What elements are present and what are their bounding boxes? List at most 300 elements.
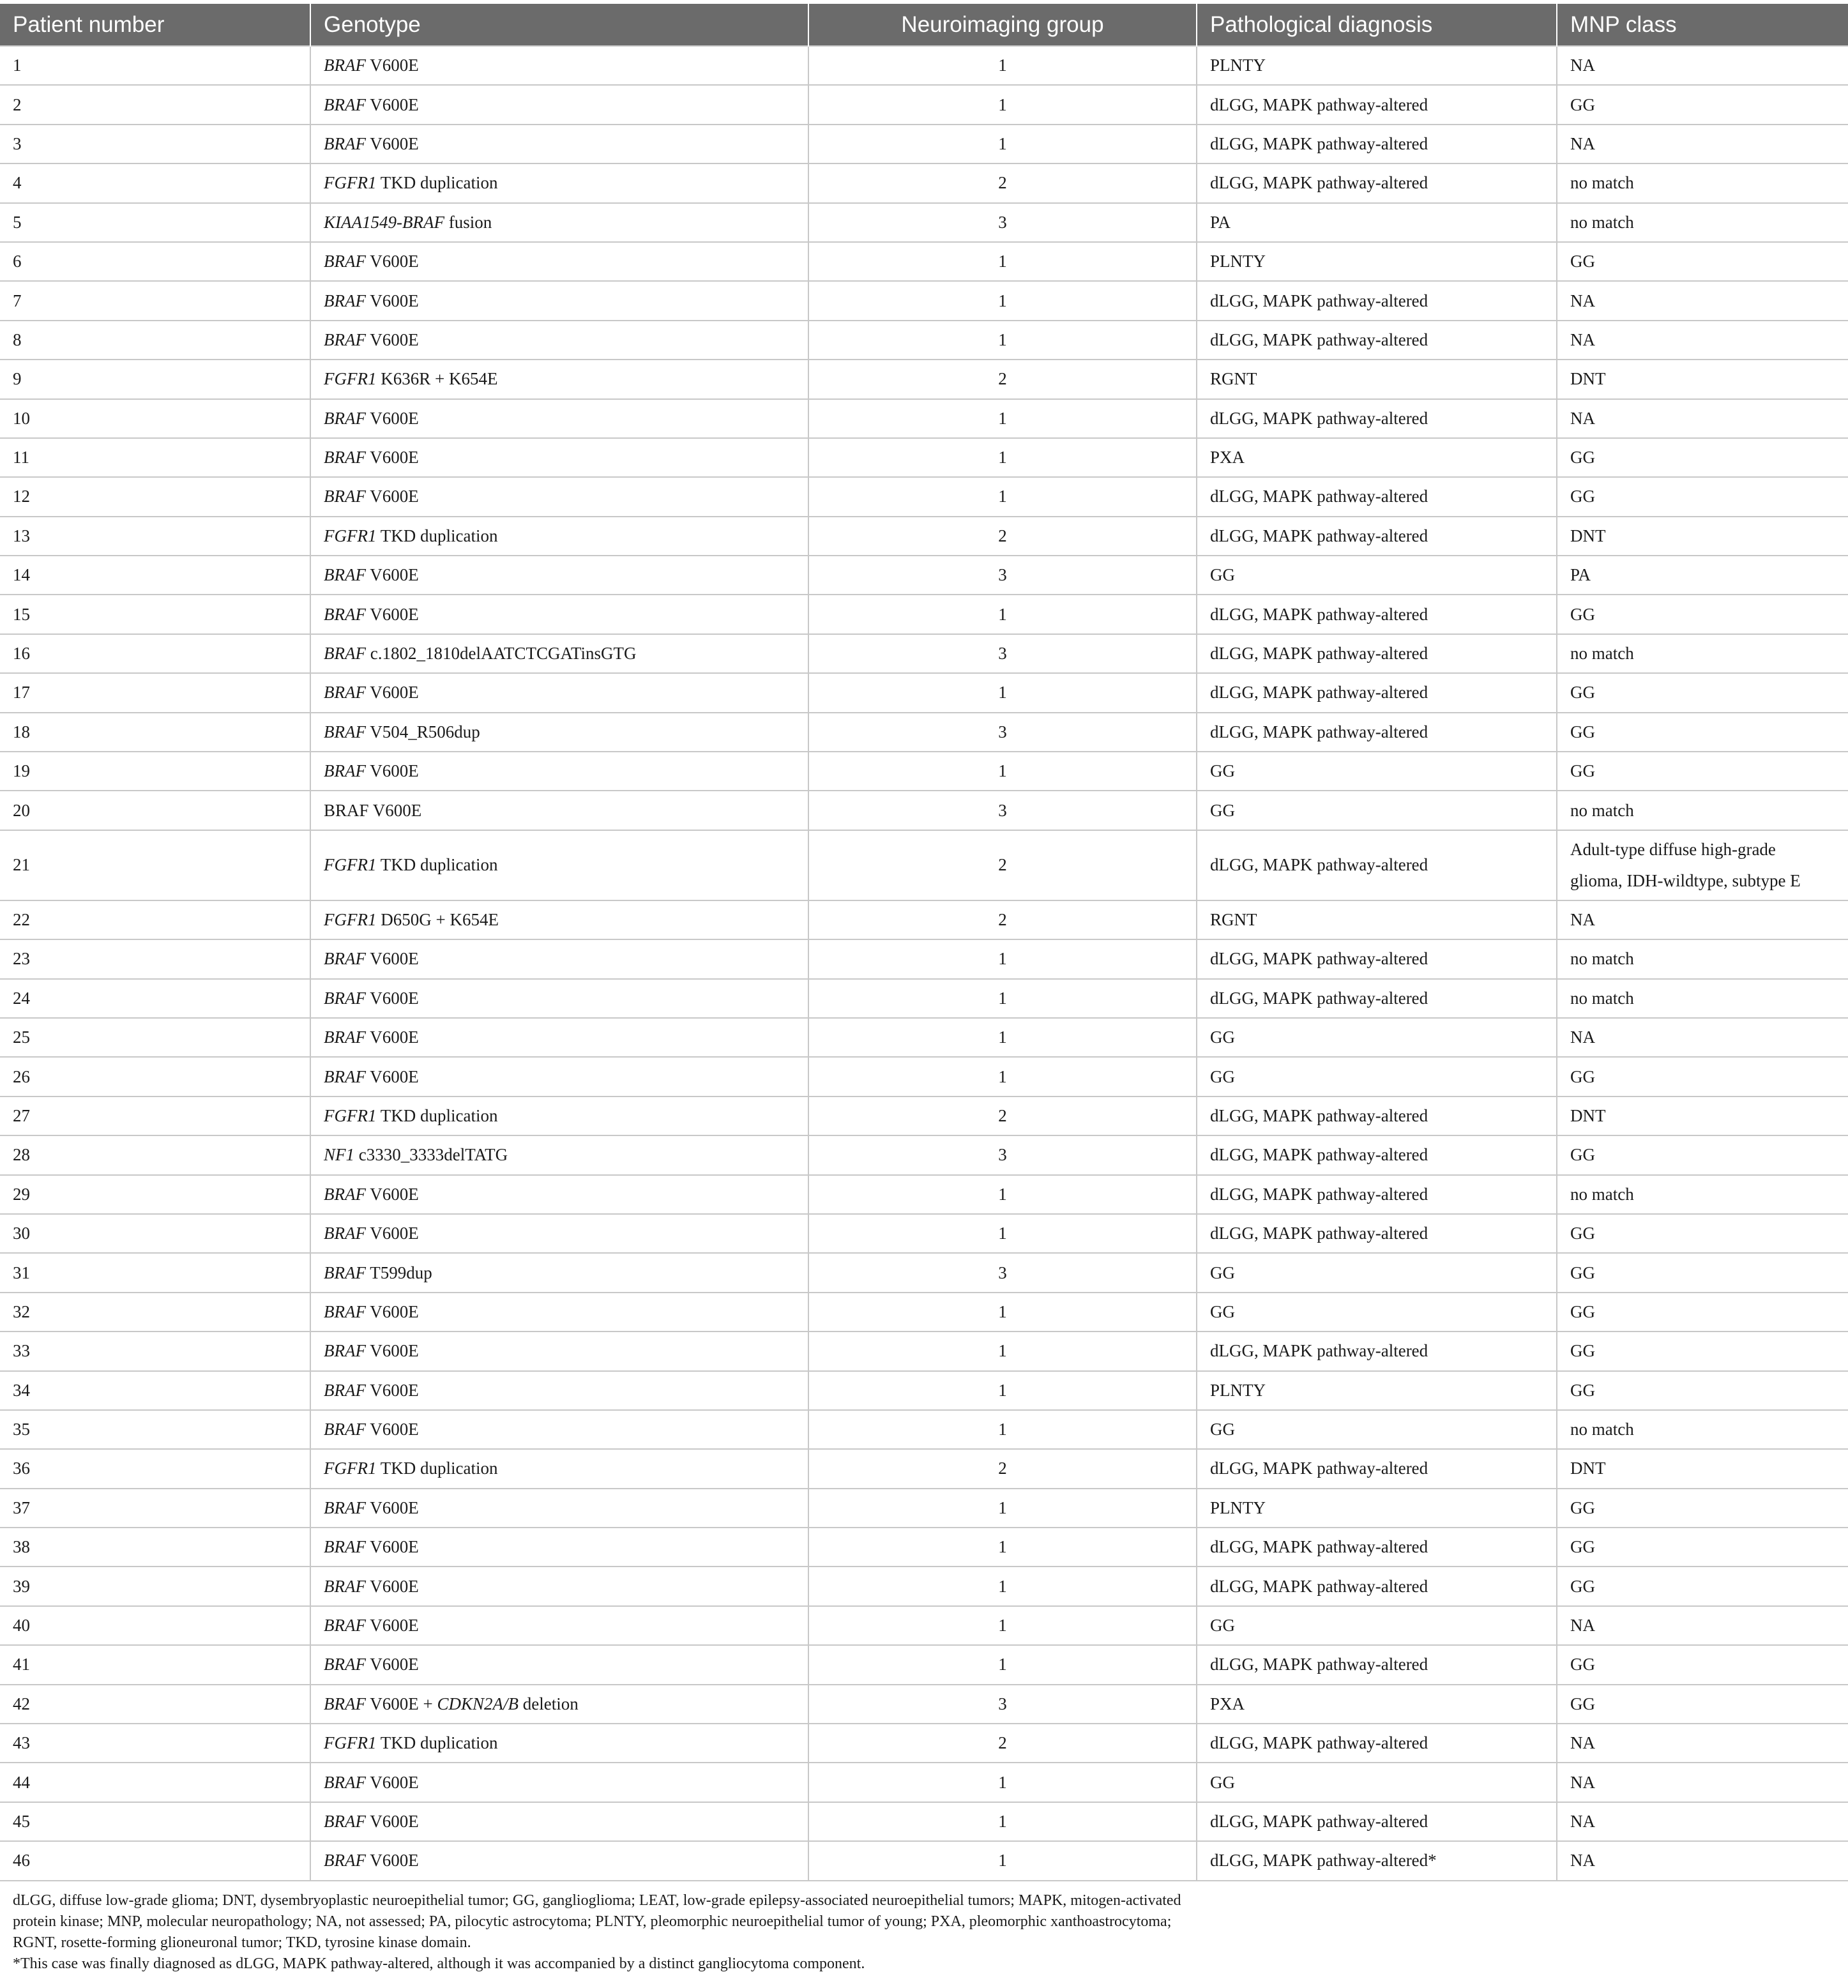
variant: TKD duplication bbox=[376, 1105, 498, 1125]
neuroimaging-group-cell bbox=[808, 1018, 1197, 1057]
gene-name: BRAF bbox=[324, 1301, 366, 1321]
mnp-class-cell bbox=[1557, 1371, 1848, 1410]
patient-number-cell bbox=[0, 517, 310, 556]
pathological-diagnosis-cell bbox=[1197, 1489, 1557, 1528]
mnp-class: GG bbox=[1570, 1498, 1595, 1517]
gene-name: FGFR1 bbox=[324, 855, 377, 875]
patient-number: 4 bbox=[13, 173, 22, 193]
table-row bbox=[0, 791, 1848, 830]
patient-number-cell bbox=[0, 1724, 310, 1763]
neuroimaging-group: 1 bbox=[998, 1341, 1007, 1361]
mnp-class: GG bbox=[1570, 761, 1595, 781]
pathological-diagnosis-cell bbox=[1197, 900, 1557, 939]
mnp-class: GG bbox=[1570, 252, 1595, 271]
pathological-diagnosis: dLGG, MAPK pathway-altered* bbox=[1210, 1851, 1437, 1870]
pathological-diagnosis: dLGG, MAPK pathway-altered bbox=[1210, 1105, 1428, 1125]
header-mnp-class: MNP class bbox=[1557, 4, 1848, 46]
pathological-diagnosis-cell bbox=[1197, 1763, 1557, 1802]
neuroimaging-group-cell bbox=[808, 203, 1197, 242]
gene-name: BRAF bbox=[324, 1341, 366, 1361]
patient-number-cell bbox=[0, 438, 310, 477]
gene-name: BRAF bbox=[324, 565, 366, 585]
genotype-cell bbox=[310, 125, 808, 163]
neuroimaging-group-cell bbox=[808, 900, 1197, 939]
mnp-class-cell bbox=[1557, 556, 1848, 595]
patient-number: 34 bbox=[13, 1380, 30, 1400]
table-row bbox=[0, 281, 1848, 320]
pathological-diagnosis: PLNTY bbox=[1210, 252, 1266, 271]
patient-number: 18 bbox=[13, 722, 30, 741]
genotype-cell bbox=[310, 203, 808, 242]
table-row bbox=[0, 1253, 1848, 1292]
mnp-class: GG bbox=[1570, 95, 1595, 114]
pathological-diagnosis: dLGG, MAPK pathway-altered bbox=[1210, 1537, 1428, 1557]
patient-number-cell bbox=[0, 1685, 310, 1724]
patient-number-cell bbox=[0, 360, 310, 398]
mnp-class: PA bbox=[1570, 565, 1591, 585]
pathological-diagnosis: PA bbox=[1210, 212, 1231, 232]
pathological-diagnosis: dLGG, MAPK pathway-altered bbox=[1210, 1811, 1428, 1831]
patient-number: 5 bbox=[13, 212, 22, 232]
table-row bbox=[0, 1057, 1848, 1096]
patient-number-cell bbox=[0, 900, 310, 939]
variant: V600E bbox=[365, 408, 419, 428]
pathological-diagnosis: dLGG, MAPK pathway-altered bbox=[1210, 95, 1428, 114]
variant: V600E bbox=[365, 988, 419, 1008]
mnp-class-cell bbox=[1557, 1763, 1848, 1802]
mnp-class-cell bbox=[1557, 1645, 1848, 1684]
neuroimaging-group: 1 bbox=[998, 252, 1007, 271]
mnp-class-cell bbox=[1557, 1096, 1848, 1135]
gene-name: BRAF bbox=[324, 487, 366, 506]
mnp-class-cell bbox=[1557, 477, 1848, 516]
gene-name: BRAF bbox=[324, 949, 366, 969]
mnp-class: NA bbox=[1570, 1772, 1595, 1792]
patient-number-cell bbox=[0, 1449, 310, 1488]
patient-number-cell bbox=[0, 321, 310, 360]
gene-name: BRAF bbox=[324, 1380, 366, 1400]
gene-name: BRAF bbox=[324, 722, 366, 741]
gene-name: KIAA1549-BRAF bbox=[324, 212, 444, 232]
pathological-diagnosis: dLGG, MAPK pathway-altered bbox=[1210, 855, 1428, 875]
neuroimaging-group-cell bbox=[808, 1057, 1197, 1096]
pathological-diagnosis-cell bbox=[1197, 1214, 1557, 1253]
neuroimaging-group-cell bbox=[808, 163, 1197, 202]
variant: V600E bbox=[365, 1811, 419, 1831]
genotype-cell bbox=[310, 1763, 808, 1802]
gene-name: BRAF bbox=[324, 683, 366, 702]
patient-number: 14 bbox=[13, 565, 30, 585]
pathological-diagnosis: dLGG, MAPK pathway-altered bbox=[1210, 1459, 1428, 1478]
variant: c.1802_1810delAATCTCGATinsGTG bbox=[365, 644, 637, 664]
genotype-cell bbox=[310, 1096, 808, 1135]
variant: TKD duplication bbox=[376, 173, 498, 193]
genotype-cell bbox=[310, 1489, 808, 1528]
table-row bbox=[0, 713, 1848, 752]
neuroimaging-group-cell bbox=[808, 281, 1197, 320]
neuroimaging-group-cell bbox=[808, 1214, 1197, 1253]
mnp-class: GG bbox=[1570, 1224, 1595, 1243]
variant: V600E + bbox=[365, 1694, 437, 1713]
variant: T599dup bbox=[365, 1263, 432, 1282]
pathological-diagnosis-cell bbox=[1197, 752, 1557, 791]
patient-number: 1 bbox=[13, 56, 22, 75]
variant: V600E bbox=[365, 291, 419, 310]
pathological-diagnosis: dLGG, MAPK pathway-altered bbox=[1210, 683, 1428, 702]
neuroimaging-group: 1 bbox=[998, 408, 1007, 428]
pathological-diagnosis: dLGG, MAPK pathway-altered bbox=[1210, 173, 1428, 193]
pathological-diagnosis-cell bbox=[1197, 321, 1557, 360]
patient-number: 40 bbox=[13, 1616, 30, 1635]
table-footnotes bbox=[13, 1890, 1354, 1975]
patient-number: 9 bbox=[13, 369, 22, 389]
pathological-diagnosis: RGNT bbox=[1210, 369, 1257, 389]
patient-number-cell bbox=[0, 1253, 310, 1292]
neuroimaging-group: 1 bbox=[998, 1811, 1007, 1831]
neuroimaging-group: 1 bbox=[998, 1772, 1007, 1792]
mnp-class: GG bbox=[1570, 1694, 1595, 1713]
neuroimaging-group-cell bbox=[808, 634, 1197, 673]
pathological-diagnosis-cell bbox=[1197, 125, 1557, 163]
pathological-diagnosis: GG bbox=[1210, 1028, 1235, 1047]
mnp-class: DNT bbox=[1570, 369, 1606, 389]
pathological-diagnosis: dLGG, MAPK pathway-altered bbox=[1210, 330, 1428, 349]
mnp-class: no match bbox=[1570, 1184, 1634, 1204]
header-pathological-diagnosis: Pathological diagnosis bbox=[1197, 4, 1557, 46]
mnp-class-cell bbox=[1557, 1057, 1848, 1096]
mnp-class-cell bbox=[1557, 595, 1848, 634]
gene-name: BRAF bbox=[324, 448, 366, 467]
header-neuroimaging-group: Neuroimaging group bbox=[808, 4, 1197, 46]
mnp-class: no match bbox=[1570, 212, 1634, 232]
pathological-diagnosis-cell bbox=[1197, 399, 1557, 438]
patient-number-cell bbox=[0, 1371, 310, 1410]
neuroimaging-group: 1 bbox=[998, 1184, 1007, 1204]
mnp-class: NA bbox=[1570, 291, 1595, 310]
pathological-diagnosis-cell bbox=[1197, 1606, 1557, 1645]
mnp-class-cell bbox=[1557, 125, 1848, 163]
neuroimaging-group-cell bbox=[808, 321, 1197, 360]
table-row bbox=[0, 556, 1848, 595]
pathological-diagnosis-cell bbox=[1197, 979, 1557, 1018]
patient-number-cell bbox=[0, 1528, 310, 1567]
neuroimaging-group-cell bbox=[808, 1685, 1197, 1724]
mnp-class-cell bbox=[1557, 900, 1848, 939]
mnp-class: NA bbox=[1570, 133, 1595, 153]
mnp-class-cell bbox=[1557, 203, 1848, 242]
neuroimaging-group: 2 bbox=[998, 910, 1007, 929]
pathological-diagnosis-cell bbox=[1197, 1371, 1557, 1410]
mnp-class: no match bbox=[1570, 1420, 1634, 1439]
mnp-class: DNT bbox=[1570, 1105, 1606, 1125]
patient-number-cell bbox=[0, 979, 310, 1018]
pathological-diagnosis-cell bbox=[1197, 1096, 1557, 1135]
pathological-diagnosis-cell bbox=[1197, 517, 1557, 556]
table-row bbox=[0, 673, 1848, 712]
genotype-cell bbox=[310, 830, 808, 900]
pathological-diagnosis-cell bbox=[1197, 1057, 1557, 1096]
neuroimaging-group-cell bbox=[808, 752, 1197, 791]
neuroimaging-group: 1 bbox=[998, 56, 1007, 75]
pathological-diagnosis-cell bbox=[1197, 1685, 1557, 1724]
variant: V600E bbox=[365, 761, 419, 781]
pathological-diagnosis-cell bbox=[1197, 1645, 1557, 1684]
pathological-diagnosis-cell bbox=[1197, 85, 1557, 124]
table-row bbox=[0, 1528, 1848, 1567]
patient-number-cell bbox=[0, 1645, 310, 1684]
neuroimaging-group: 1 bbox=[998, 330, 1007, 349]
mnp-class-cell bbox=[1557, 1489, 1848, 1528]
variant: deletion bbox=[518, 1694, 579, 1713]
variant: BRAF V600E bbox=[324, 800, 422, 820]
pathological-diagnosis-cell bbox=[1197, 1175, 1557, 1214]
neuroimaging-group: 3 bbox=[998, 800, 1007, 820]
variant: V600E bbox=[365, 1851, 419, 1870]
table-row bbox=[0, 163, 1848, 202]
patient-number: 2 bbox=[13, 95, 22, 114]
mnp-class-cell bbox=[1557, 1018, 1848, 1057]
patient-number: 10 bbox=[13, 408, 30, 428]
neuroimaging-group-cell bbox=[808, 1371, 1197, 1410]
table-row bbox=[0, 1567, 1848, 1605]
patient-number-cell bbox=[0, 1763, 310, 1802]
gene-name: BRAF bbox=[324, 1028, 366, 1047]
patient-number: 25 bbox=[13, 1028, 30, 1047]
patient-table bbox=[0, 4, 1848, 1881]
table-row bbox=[0, 830, 1848, 900]
table-row bbox=[0, 46, 1848, 85]
genotype-cell bbox=[310, 939, 808, 978]
mnp-class-cell bbox=[1557, 752, 1848, 791]
mnp-class-cell bbox=[1557, 46, 1848, 85]
pathological-diagnosis: dLGG, MAPK pathway-altered bbox=[1210, 133, 1428, 153]
genotype-cell bbox=[310, 1332, 808, 1370]
gene-name: BRAF bbox=[324, 761, 366, 781]
patient-number: 45 bbox=[13, 1811, 30, 1831]
mnp-class-cell bbox=[1557, 1841, 1848, 1880]
neuroimaging-group: 1 bbox=[998, 1498, 1007, 1517]
neuroimaging-group-cell bbox=[808, 1528, 1197, 1567]
pathological-diagnosis: dLGG, MAPK pathway-altered bbox=[1210, 526, 1428, 545]
gene-name: BRAF bbox=[324, 604, 366, 624]
gene-name: BRAF bbox=[324, 644, 366, 664]
neuroimaging-group: 3 bbox=[998, 212, 1007, 232]
patient-number: 33 bbox=[13, 1341, 30, 1361]
patient-number: 7 bbox=[13, 291, 22, 310]
table-body bbox=[0, 46, 1848, 1881]
table-row bbox=[0, 979, 1848, 1018]
gene-name: BRAF bbox=[324, 291, 366, 310]
neuroimaging-group-cell bbox=[808, 517, 1197, 556]
pathological-diagnosis: RGNT bbox=[1210, 910, 1257, 929]
genotype-cell bbox=[310, 1567, 808, 1605]
gene-name: BRAF bbox=[324, 1184, 366, 1204]
genotype-cell bbox=[310, 85, 808, 124]
patient-number: 32 bbox=[13, 1301, 30, 1321]
mnp-class-cell bbox=[1557, 1606, 1848, 1645]
genotype-cell bbox=[310, 46, 808, 85]
mnp-class-cell bbox=[1557, 85, 1848, 124]
variant: V504_R506dup bbox=[365, 722, 480, 741]
footnote-asterisk: *This case was finally diagnosed as dLGG, MAPK pathway-altered, although it was accompanied by a distinct gangliocytoma component. bbox=[13, 1955, 865, 1972]
mnp-class: no match bbox=[1570, 173, 1634, 193]
neuroimaging-group-cell bbox=[808, 979, 1197, 1018]
patient-number-cell bbox=[0, 556, 310, 595]
pathological-diagnosis-cell bbox=[1197, 556, 1557, 595]
patient-number: 22 bbox=[13, 910, 30, 929]
pathological-diagnosis-cell bbox=[1197, 595, 1557, 634]
pathological-diagnosis: dLGG, MAPK pathway-altered bbox=[1210, 604, 1428, 624]
pathological-diagnosis: dLGG, MAPK pathway-altered bbox=[1210, 1224, 1428, 1243]
mnp-class-cell bbox=[1557, 1802, 1848, 1841]
variant: V600E bbox=[365, 330, 419, 349]
mnp-class-cell bbox=[1557, 979, 1848, 1018]
patient-number-cell bbox=[0, 242, 310, 281]
neuroimaging-group: 2 bbox=[998, 173, 1007, 193]
patient-number: 43 bbox=[13, 1733, 30, 1753]
neuroimaging-group: 1 bbox=[998, 1616, 1007, 1635]
gene-name: BRAF bbox=[324, 56, 366, 75]
mnp-class: no match bbox=[1570, 800, 1634, 820]
table-row bbox=[0, 399, 1848, 438]
gene-name: FGFR1 bbox=[324, 173, 377, 193]
neuroimaging-group: 1 bbox=[998, 1301, 1007, 1321]
mnp-class-cell bbox=[1557, 242, 1848, 281]
mnp-class-cell bbox=[1557, 1528, 1848, 1567]
pathological-diagnosis-cell bbox=[1197, 163, 1557, 202]
mnp-class: GG bbox=[1570, 683, 1595, 702]
patient-number: 39 bbox=[13, 1576, 30, 1596]
table-row bbox=[0, 203, 1848, 242]
genotype-cell bbox=[310, 1606, 808, 1645]
neuroimaging-group-cell bbox=[808, 1293, 1197, 1332]
patient-number: 36 bbox=[13, 1459, 30, 1478]
neuroimaging-group-cell bbox=[808, 1410, 1197, 1449]
mnp-class: NA bbox=[1570, 910, 1595, 929]
neuroimaging-group-cell bbox=[808, 242, 1197, 281]
mnp-class: no match bbox=[1570, 988, 1634, 1008]
mnp-class-cell bbox=[1557, 939, 1848, 978]
patient-number: 26 bbox=[13, 1066, 30, 1086]
pathological-diagnosis: GG bbox=[1210, 1616, 1235, 1635]
patient-number-cell bbox=[0, 713, 310, 752]
variant: V600E bbox=[365, 1420, 419, 1439]
genotype-cell bbox=[310, 360, 808, 398]
genotype-cell bbox=[310, 1018, 808, 1057]
gene-name: BRAF bbox=[324, 1066, 366, 1086]
mnp-class-cell bbox=[1557, 1293, 1848, 1332]
mnp-class-cell bbox=[1557, 1724, 1848, 1763]
neuroimaging-group-cell bbox=[808, 125, 1197, 163]
pathological-diagnosis-cell bbox=[1197, 1253, 1557, 1292]
pathological-diagnosis: GG bbox=[1210, 1420, 1235, 1439]
table-row bbox=[0, 85, 1848, 124]
variant: D650G + K654E bbox=[376, 910, 499, 929]
gene-name: FGFR1 bbox=[324, 1105, 377, 1125]
gene-name: NF1 bbox=[324, 1145, 355, 1165]
genotype-cell bbox=[310, 242, 808, 281]
pathological-diagnosis-cell bbox=[1197, 830, 1557, 900]
mnp-class: NA bbox=[1570, 330, 1595, 349]
neuroimaging-group: 1 bbox=[998, 133, 1007, 153]
header-row bbox=[0, 4, 1848, 46]
variant: V600E bbox=[365, 1772, 419, 1792]
gene-name: FGFR1 bbox=[324, 526, 377, 545]
genotype-cell bbox=[310, 1645, 808, 1684]
genotype-cell bbox=[310, 634, 808, 673]
genotype-cell bbox=[310, 673, 808, 712]
mnp-class: NA bbox=[1570, 1616, 1595, 1635]
header-patient-number: Patient number bbox=[0, 4, 310, 46]
table-row bbox=[0, 1645, 1848, 1684]
gene-name: BRAF bbox=[324, 1811, 366, 1831]
patient-number: 44 bbox=[13, 1772, 30, 1792]
pathological-diagnosis: dLGG, MAPK pathway-altered bbox=[1210, 988, 1428, 1008]
genotype-cell bbox=[310, 399, 808, 438]
mnp-class: GG bbox=[1570, 448, 1595, 467]
patient-number: 42 bbox=[13, 1694, 30, 1713]
neuroimaging-group: 1 bbox=[998, 949, 1007, 969]
genotype-cell bbox=[310, 1685, 808, 1724]
neuroimaging-group: 1 bbox=[998, 448, 1007, 467]
neuroimaging-group-cell bbox=[808, 939, 1197, 978]
patient-number-cell bbox=[0, 1802, 310, 1841]
mnp-class: GG bbox=[1570, 1301, 1595, 1321]
genotype-cell bbox=[310, 321, 808, 360]
pathological-diagnosis: dLGG, MAPK pathway-altered bbox=[1210, 1576, 1428, 1596]
variant: K636R + K654E bbox=[376, 369, 498, 389]
pathological-diagnosis: PLNTY bbox=[1210, 56, 1266, 75]
gene-name: BRAF bbox=[324, 1263, 366, 1282]
neuroimaging-group: 2 bbox=[998, 526, 1007, 545]
neuroimaging-group: 1 bbox=[998, 1655, 1007, 1674]
patient-number: 38 bbox=[13, 1537, 30, 1557]
patient-number-cell bbox=[0, 477, 310, 516]
neuroimaging-group: 1 bbox=[998, 1420, 1007, 1439]
table-row bbox=[0, 1135, 1848, 1174]
neuroimaging-group-cell bbox=[808, 1606, 1197, 1645]
neuroimaging-group: 3 bbox=[998, 1145, 1007, 1165]
pathological-diagnosis: dLGG, MAPK pathway-altered bbox=[1210, 1341, 1428, 1361]
patient-number-cell bbox=[0, 125, 310, 163]
mnp-class-cell bbox=[1557, 438, 1848, 477]
genotype-cell bbox=[310, 1841, 808, 1880]
table-row bbox=[0, 1802, 1848, 1841]
variant: V600E bbox=[365, 1498, 419, 1517]
patient-number: 13 bbox=[13, 526, 30, 545]
pathological-diagnosis-cell bbox=[1197, 360, 1557, 398]
mnp-class-cell bbox=[1557, 673, 1848, 712]
table-row bbox=[0, 752, 1848, 791]
genotype-cell bbox=[310, 556, 808, 595]
mnp-class: GG bbox=[1570, 1576, 1595, 1596]
variant: V600E bbox=[365, 1224, 419, 1243]
patient-number-cell bbox=[0, 1214, 310, 1253]
patient-number: 17 bbox=[13, 683, 30, 702]
variant: V600E bbox=[365, 683, 419, 702]
pathological-diagnosis: dLGG, MAPK pathway-altered bbox=[1210, 1733, 1428, 1753]
patient-number-cell bbox=[0, 46, 310, 85]
gene-name: FGFR1 bbox=[324, 369, 377, 389]
neuroimaging-group-cell bbox=[808, 1724, 1197, 1763]
pathological-diagnosis: dLGG, MAPK pathway-altered bbox=[1210, 487, 1428, 506]
table-row bbox=[0, 1175, 1848, 1214]
table-row bbox=[0, 517, 1848, 556]
patient-number-cell bbox=[0, 1175, 310, 1214]
table-row bbox=[0, 1449, 1848, 1488]
patient-number-cell bbox=[0, 281, 310, 320]
patient-number-cell bbox=[0, 791, 310, 830]
